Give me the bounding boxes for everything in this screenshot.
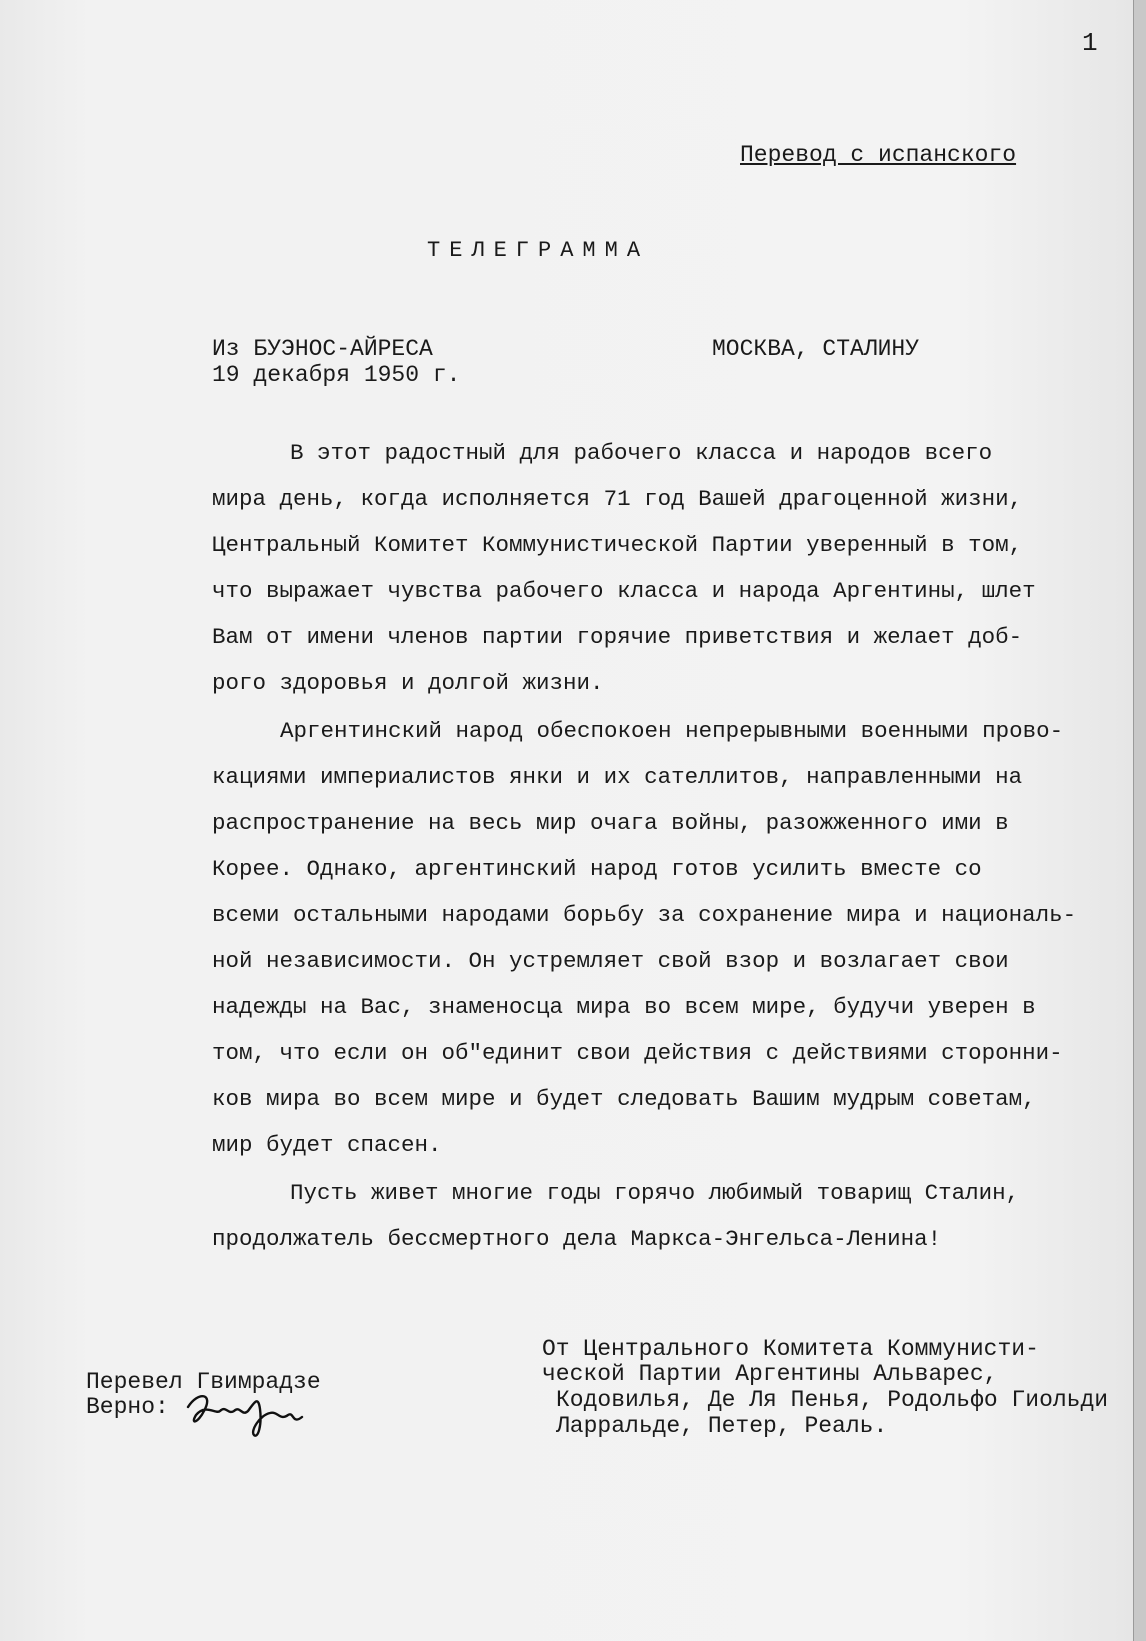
body-line: Корее. Однако, аргентинский народ готов усилить вместе со xyxy=(212,856,982,882)
body-line: рого здоровья и долгой жизни. xyxy=(212,670,604,696)
verified-label: Верно: xyxy=(86,1394,169,1420)
body-line: мир будет спасен. xyxy=(212,1132,442,1158)
handwritten-signature xyxy=(180,1385,320,1445)
body-line: том, что если он об"единит свои действия с действиями сторонни- xyxy=(212,1040,1063,1066)
document-title: ТЕЛЕГРАММА xyxy=(427,238,650,263)
body-line: мира день, когда исполняется 71 год Вашей драгоценной жизни, xyxy=(212,486,1023,512)
body-line: что выражает чувства рабочего класса и народа Аргентины, шлет xyxy=(212,578,1036,604)
body-line: продолжатель бессмертного дела Маркса-Энгельса-Ленина! xyxy=(212,1226,942,1252)
sender-line: От Центрального Комитета Коммунисти- xyxy=(542,1336,1039,1362)
translator-note: Перевел Гвимрадзе xyxy=(86,1369,321,1395)
body-line: Вам от имени членов партии горячие приветствия и желает доб- xyxy=(212,624,1023,650)
translation-note: Перевод с испанского xyxy=(740,142,1017,168)
body-line: Пусть живет многие годы горячо любимый товарищ Сталин, xyxy=(290,1180,1020,1206)
body-line: ной независимости. Он устремляет свой взор и возлагает свои xyxy=(212,948,1009,974)
sender-line: Ларральде, Петер, Реаль. xyxy=(556,1413,888,1439)
body-line: кациями империалистов янки и их сателлитов, направленными на xyxy=(212,764,1023,790)
body-line: надежды на Вас, знаменосца мира во всем мире, будучи уверен в xyxy=(212,994,1036,1020)
body-line: всеми остальными народами борьбу за сохранение мира и националь- xyxy=(212,902,1077,928)
page-edge xyxy=(1133,0,1146,1641)
page-number: 1 xyxy=(1082,28,1098,58)
sender-city: Из БУЭНОС-АЙРЕСА xyxy=(212,336,433,362)
sender-line: ческой Партии Аргентины Альварес, xyxy=(542,1361,998,1387)
telegram-date: 19 декабря 1950 г. xyxy=(212,362,461,388)
body-line: В этот радостный для рабочего класса и народов всего xyxy=(290,440,993,466)
body-line: распространение на весь мир очага войны, разожженного ими в xyxy=(212,810,1009,836)
body-line: ков мира во всем мире и будет следовать Вашим мудрым советам, xyxy=(212,1086,1036,1112)
body-line: Аргентинский народ обеспокоен непрерывными военными прово- xyxy=(280,718,1064,744)
sender-line: Кодовилья, Де Ля Пенья, Родольфо Гиольди xyxy=(556,1387,1109,1413)
body-line: Центральный Комитет Коммунистической Партии уверенный в том, xyxy=(212,532,1023,558)
addressee: МОСКВА, СТАЛИНУ xyxy=(712,336,920,362)
